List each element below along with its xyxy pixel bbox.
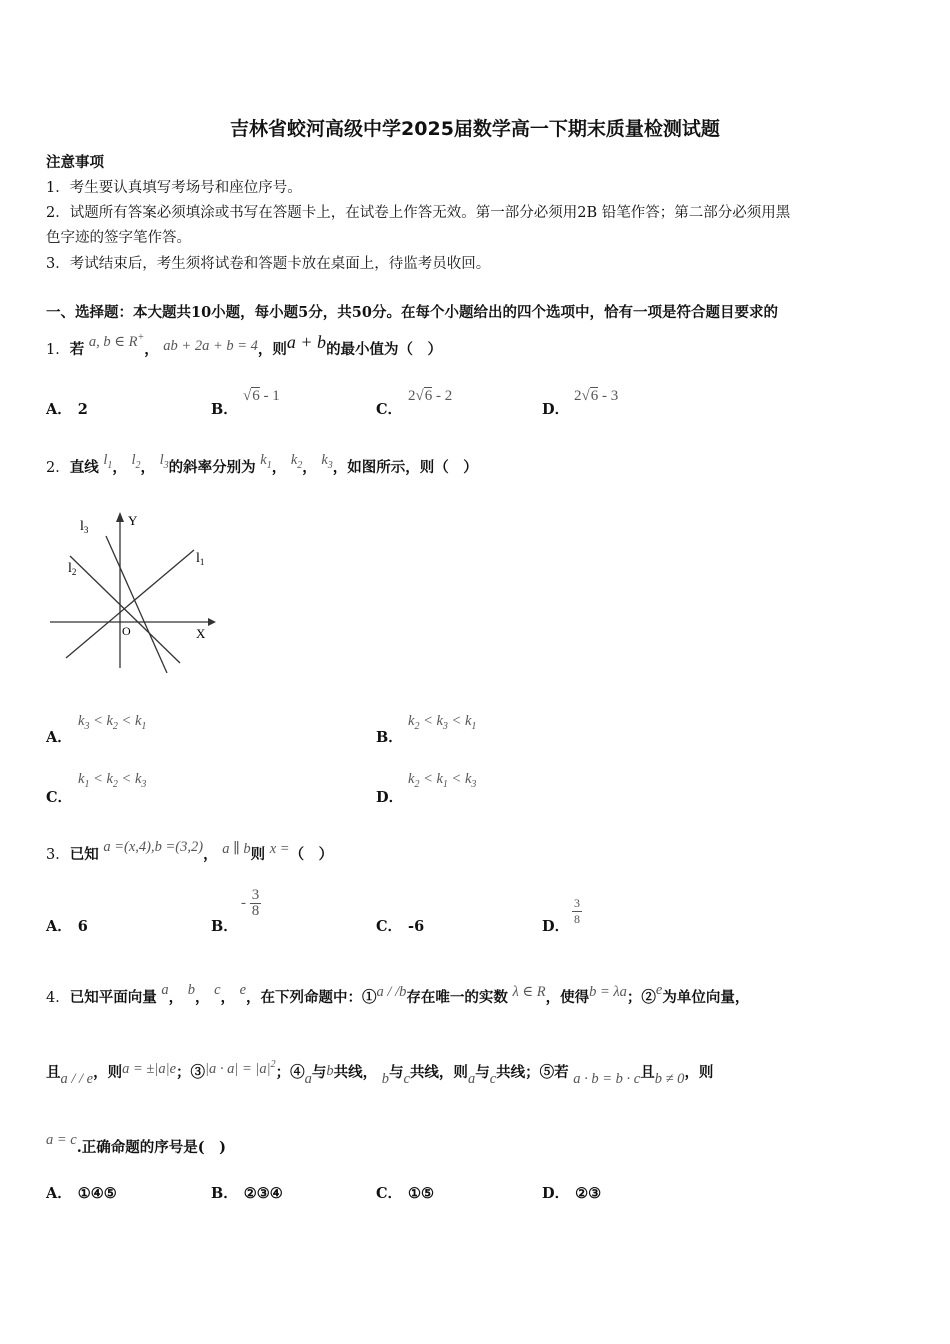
option-b[interactable]: B． <box>211 918 238 935</box>
math-expr: a =(x,4),b =(3,2) <box>103 839 204 855</box>
math-expr: √6 - 1 <box>243 388 280 404</box>
question-4-line3: a = c.正确命题的序号是( ) <box>46 1132 227 1156</box>
origin-label: O <box>122 624 131 638</box>
line-slope-figure <box>46 508 216 673</box>
math-expr: $l_2$ <box>131 452 141 471</box>
math-expr: $k_1 < k_2 < k_3$ <box>78 771 147 790</box>
question-1: 1．若 a, b ∈ R+， ab + 2a + b = 4，则a + b的最小值为（ ） <box>46 332 443 358</box>
notice-item: 2．试题所有答案必须填涂或书写在答题卡上，在试卷上作答无效。第一部分必须用2B 铅笔作答；第二部分必须用黑 <box>46 205 791 221</box>
y-axis-arrow <box>116 512 124 522</box>
x-axis-label: X <box>196 626 206 641</box>
option-c[interactable]: C． <box>376 401 403 418</box>
option-c[interactable]: C． -6 <box>376 918 425 935</box>
option-b[interactable]: B． ②③④ <box>211 1185 283 1202</box>
question-number: 4． <box>46 990 70 1006</box>
math-expr: $\frac{3}{8}$ <box>574 896 580 926</box>
page-title: 吉林省蛟河高级中学2025届数学高一下期末质量检测试题 <box>230 118 720 140</box>
math-expr: a + b <box>286 332 327 352</box>
math-expr: a, b ∈ R+ <box>88 332 145 350</box>
l3-label: $l_3$ <box>80 519 89 535</box>
l2-label: $l_2$ <box>68 561 77 577</box>
notice-item: 1．考生要认真填写考场号和座位序号。 <box>46 180 302 196</box>
option-d[interactable]: D． <box>542 918 570 935</box>
question-number: 3． <box>46 847 70 863</box>
notice-item: 色字迹的签字笔作答。 <box>46 230 191 246</box>
line-l2 <box>70 556 180 663</box>
y-axis-label: Y <box>128 513 138 528</box>
math-expr: a ∥ b <box>222 841 251 857</box>
option-a[interactable]: A． ①④⑤ <box>46 1185 117 1202</box>
math-expr: $l_1$ <box>103 452 113 471</box>
math-expr: - $\frac{3}{8}$ <box>241 887 260 919</box>
math-expr: ab + 2a + b = 4 <box>163 338 258 354</box>
math-expr: x = <box>269 841 290 857</box>
math-expr: $k_2 < k_3 < k_1$ <box>408 713 477 732</box>
math-expr: $k_2$ <box>290 452 303 471</box>
option-b[interactable]: B． <box>376 729 403 746</box>
question-4-line2: 且a / / e，则a = ±|a|e；③|a · $a| = |a|^2$；④a与b共线， b与c共线，则a与c共线；⑤若 a · b = b · c且b ≠ 0，则 <box>46 1059 714 1087</box>
math-expr: 2√6 - 3 <box>574 388 619 404</box>
question-number: 2． <box>46 460 70 476</box>
math-expr: 2√6 - 2 <box>408 388 453 404</box>
math-expr: $k_3$ <box>321 452 333 471</box>
option-b[interactable]: B． <box>211 401 238 418</box>
option-d[interactable]: D． <box>542 401 570 418</box>
option-a[interactable]: A． <box>46 729 72 746</box>
math-expr: $k_3 < k_2 < k_1$ <box>78 713 147 732</box>
question-3: 3．已知 a =(x,4),b =(3,2)， a ∥ b则 x =（ ） <box>46 839 334 863</box>
option-d[interactable]: D． ②③ <box>542 1185 602 1202</box>
l1-label: $l_1$ <box>196 551 205 567</box>
option-c[interactable]: C． <box>46 789 73 806</box>
section-heading: 一、选择题：本大题共10小题，每小题5分，共50分。在每个小题给出的四个选项中，恰有一项是符合题目要求的 <box>46 304 778 321</box>
math-expr: $k_1$ <box>260 452 272 471</box>
option-a[interactable]: A． 6 <box>46 918 88 935</box>
line-l3 <box>106 536 167 673</box>
x-axis-arrow <box>208 618 216 626</box>
notice-item: 3．考试结束后，考生须将试卷和答题卡放在桌面上，待监考员收回。 <box>46 256 491 272</box>
question-4: 4．已知平面向量 a， b， c， e，在下列命题中：①a / /b存在唯一的实数 λ ∈ R，使得b = λa；②e为单位向量， <box>46 982 750 1006</box>
question-number: 1． <box>46 342 70 358</box>
option-a[interactable]: A． 2 <box>46 401 88 418</box>
question-2: 2．直线 $l_1$， $l_2$， $l_3$的斜率分别为 $k_1$， $k_2$， $k_3$，如图所示，则（ ） <box>46 452 478 476</box>
math-expr: $k_2 < k_1 < k_3$ <box>408 771 477 790</box>
line-l1 <box>66 550 194 658</box>
option-d[interactable]: D． <box>376 789 404 806</box>
math-expr: $l_3$ <box>159 452 169 471</box>
notice-heading: 注意事项 <box>46 154 104 171</box>
option-c[interactable]: C． ①⑤ <box>376 1185 435 1202</box>
